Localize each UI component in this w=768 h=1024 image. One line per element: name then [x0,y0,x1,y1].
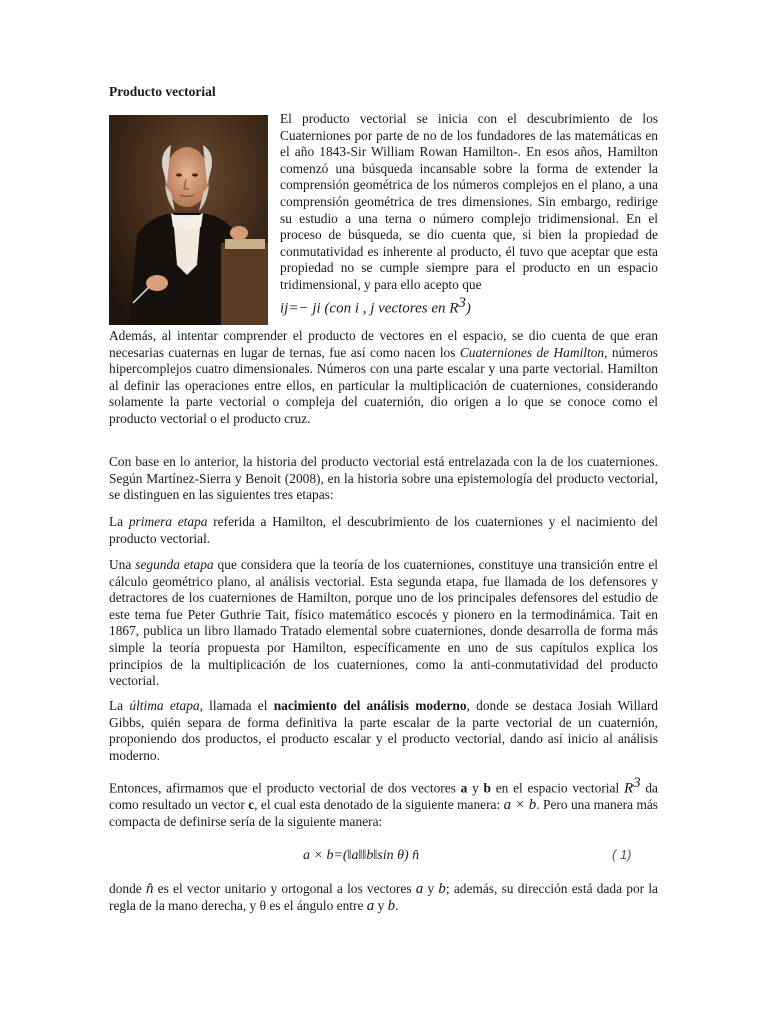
math-run: R [623,780,634,797]
text-run: en el espacio vectorial [490,780,624,796]
section-title: Producto vectorial [109,84,216,99]
text-run: , llamada el [199,698,274,713]
text-run: y [467,780,484,796]
equation-close: ) [465,300,471,317]
math-run: b [387,897,396,914]
text-run: La [109,698,130,713]
text-run: , el cual esta denotado de la siguiente manera: [254,797,504,813]
text-run: da como resultado un vector [109,780,658,813]
text-run: La [109,514,129,529]
math-run: b [438,881,446,897]
text-run: y [423,881,439,896]
paragraph-historia: Con base en lo anterior, la historia del producto vectorial está entrelazada con la de los cuaterniones. Según Martínez-Sierra y Benoit (2008), en la historia sobre una epistemología del producto vectorial, se distinguen en las siguientes tres etapas: [109,454,658,503]
math-run: a [366,897,375,914]
text-run: , números hipercomplejos cuatro dimensionales. Números con una parte escalar y una parte vectorial. Hamilton al definir las operaciones entre ellos, en particular la multiplicación de cuaterniones, considerando solamente la parte vectorial o compleja del cuaternión, dio origen a lo que se conoce como el producto vectorial o el producto cruz. [109,344,658,426]
italic-run: Cuaterniones de Hamilton [459,344,605,360]
paragraph-explicacion [109,881,658,914]
paragraph-ultima-etapa [109,698,658,764]
text-run: Entonces, afirmamos que el producto vectorial de dos vectores [109,780,461,796]
text-run: es el vector unitario y ortogonal a los vectores [153,881,416,896]
italic-run: última etapa [129,698,200,713]
math-run: n̂ [145,881,154,897]
paragraph-cuaterniones [109,328,658,428]
text-run: y [374,897,388,913]
hamilton-portrait-image [109,115,268,325]
bold-run: nacimiento del análisis moderno [273,698,467,713]
paragraph-segunda-etapa [109,557,658,690]
cross-product-formula: a × b=(‖a‖‖b‖sin θ) n̂ [303,848,420,863]
math-run: a × b [503,797,537,814]
math-run: a [415,881,424,897]
text-run: que considera que la teoría de los cuaterniones, constituye una transición entre el cálculo geométrico plano, al análisis vectorial. Esta segunda etapa, fue llamada de los defensores y detractores de los cuaterniones de Hamilton, porque uno de los principales defensores del estudio de este tema fue Peter Guthrie Tait, físico matemático escocés y pionero en la termodinámica. Tait en 1867, publica un libro llamado Tratado elemental sobre cuaterniones, donde desarrolla de forma más simple la teoría propuesta por Hamilton, específicamente en uno de sus capítulos explica los principios de la multiplicación de los cuaterniones, como la anti-conmutatividad del producto vectorial. [109,557,658,689]
math-superscript: 3 [633,775,641,791]
text-run: Una [109,557,136,572]
equation-text: ij=− ji (con i , j vectores en R [280,300,459,317]
bold-run: c [248,797,255,813]
text-run: Además, al intentar comprender el producto de vectores en el espacio, se dio cuenta de que eran necesarias cuaternas en lugar de ternas, fue así como nacen los [109,328,658,360]
text-run: . [395,897,399,913]
paragraph-definicion [109,775,658,830]
italic-run: primera etapa [128,514,208,529]
text-run: referida a Hamilton, el descubrimiento de los cuaterniones y el nacimiento del producto vectorial. [109,514,658,546]
text-run: ; además, su dirección está dada por la regla de la mano derecha, y θ es el ángulo entre [109,881,658,913]
text-run: donde [109,881,146,896]
italic-run: segunda etapa [135,557,214,572]
bold-run: b [483,780,491,796]
text-run: . Pero una manera más compacta de definirse sería de la siguiente manera: [109,797,659,829]
text-run: , donde se destaca Josiah Willard Gibbs, quién separa de forma definitiva la parte escalar de la parte vectorial de un cuaternión, proponiendo dos productos, el producto escalar y el producto vectorial, dando así inicio al análisis moderno. [109,698,658,763]
commutativity-equation [280,295,658,317]
bold-run: a [460,780,468,796]
intro-paragraph: El producto vectorial se inicia con el descubrimiento de los Cuaterniones por parte de no de los fundadores de las matemáticas en el año 1843-Sir William Rowan Hamilton-. En esos años, Hamilton comenzó una búsqueda incansable sobre la forma de extender la comprensión geométrica de los números complejos en el plano, a una comprensión geométrica de tres dimensiones. Sin embargo, redirige su estudio a una terna o número complejo tridimensional. En el proceso de búsqueda, se dio cuenta que, si bien la propiedad de conmutatividad es inherente al producto, él tuvo que aceptar que esta propiedad no se cumple siempre para el producto en un espacio tridimensional, y para ello acepto que [280,111,658,292]
equation-number: ( 1) [612,847,632,862]
paragraph-primera-etapa [109,514,658,547]
equation-superscript: 3 [458,295,466,311]
